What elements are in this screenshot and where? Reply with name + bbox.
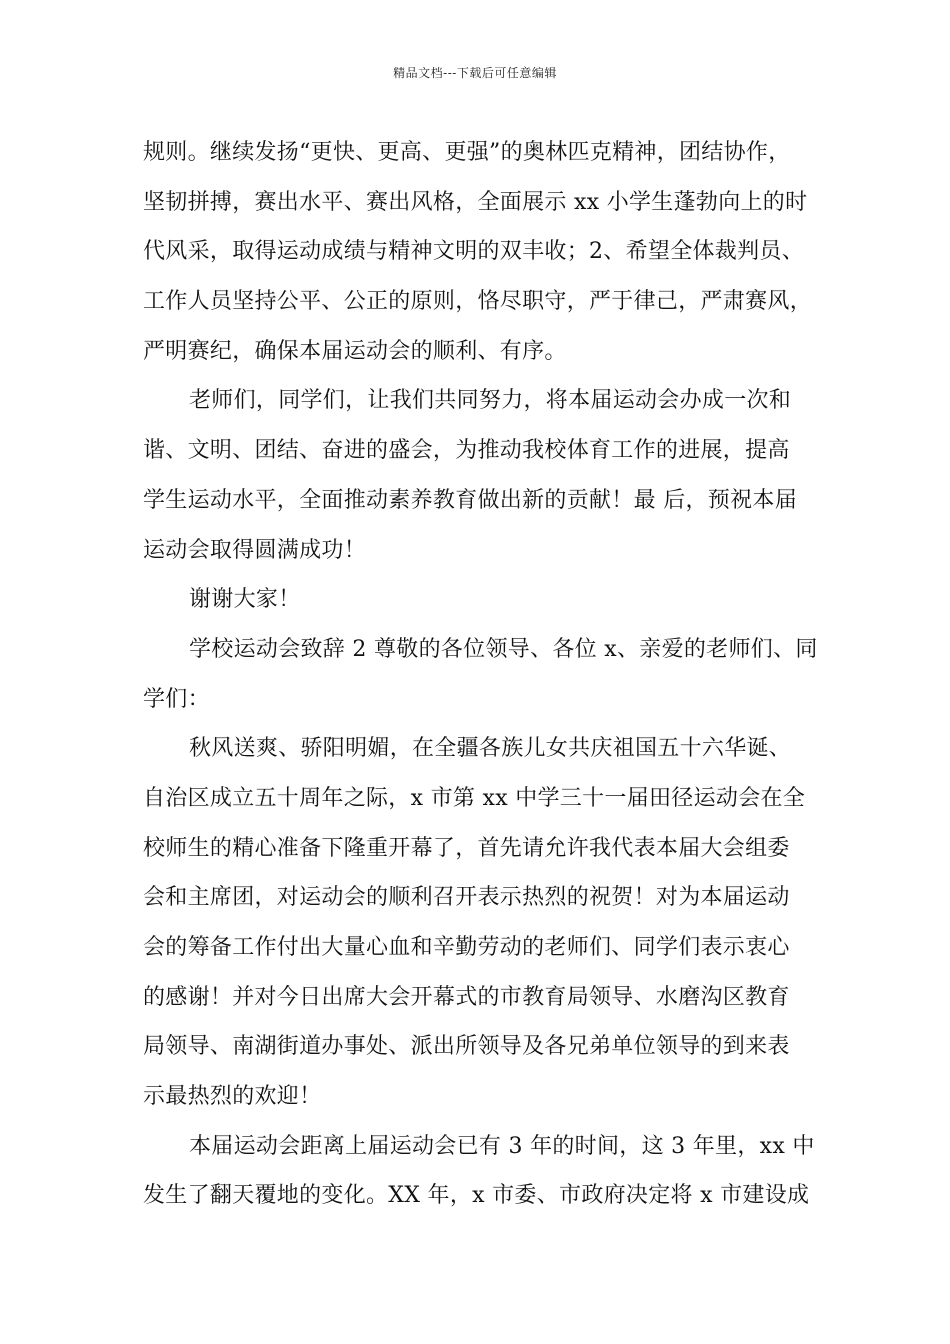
paragraph-start-line: 谢谢大家！ xyxy=(189,587,301,613)
text-line: 会的筹备工作付出大量心血和辛勤劳动的老师们、同学们表示衷心 xyxy=(143,935,790,960)
text-line: 运动会取得圆满成功！ xyxy=(143,537,367,563)
text-line: 局领导、南湖街道办事处、派出所领导及各兄弟单位领导的到来表 xyxy=(143,1034,790,1060)
text-line: 学生运动水平，全面推动素养教育做出新的贡献！最 后，预祝本届 xyxy=(143,487,797,513)
text-line: 谐、文明、团结、奋进的盛会，为推动我校体育工作的进展，提高 xyxy=(143,438,790,464)
text-line: 工作人员坚持公平、公正的原则，恪尽职守，严于律己，严肃赛风， xyxy=(143,289,813,315)
text-line: 学们： xyxy=(143,686,210,712)
paragraph-start-line: 老师们，同学们，让我们共同努力，将本届运动会办成一次和 xyxy=(189,388,792,414)
text-line: 坚韧拼搏，赛出水平、赛出风格，全面展示 xx 小学生蓬勃向上的时 xyxy=(143,189,808,215)
text-line: 的感谢！并对今日出席大会开幕式的市教育局领导、水磨沟区教育 xyxy=(143,984,790,1010)
text-line: 发生了翻天覆地的变化。XX 年，x 市委、市政府决定将 x 市建设成 xyxy=(143,1183,810,1209)
paragraph-start-line: 学校运动会致辞 2 尊敬的各位领导、各位 x、亲爱的老师们、同 xyxy=(189,636,818,662)
paragraph-start-line: 秋风送爽、骄阳明媚，在全疆各族儿女共庆祖国五十六华诞、 xyxy=(189,736,792,762)
text-line: 严明赛纪，确保本届运动会的顺利、有序。 xyxy=(143,338,567,364)
page-header: 精品文档---下载后可任意编辑 xyxy=(393,66,557,80)
document-body xyxy=(143,128,818,1221)
text-line: 会和主席团，对运动会的顺利召开表示热烈的祝贺！对为本届运动 xyxy=(143,885,790,911)
text-line: 自治区成立五十周年之际，x 市第 xx 中学三十一届田径运动会在全 xyxy=(143,785,806,811)
text-line: 代风采，取得运动成绩与精神文明的双丰收；2、希望全体裁判员、 xyxy=(143,239,804,265)
text-line: 规则。继续发扬“更快、更高、更强”的奥林匹克精神，团结协作， xyxy=(143,140,791,165)
text-line: 示最热烈的欢迎！ xyxy=(143,1084,322,1110)
paragraph-start-line: 本届运动会距离上届运动会已有 3 年的时间，这 3 年里，xx 中 xyxy=(189,1133,815,1159)
text-line: 校师生的精心准备下隆重开幕了，首先请允许我代表本届大会组委 xyxy=(143,835,790,861)
